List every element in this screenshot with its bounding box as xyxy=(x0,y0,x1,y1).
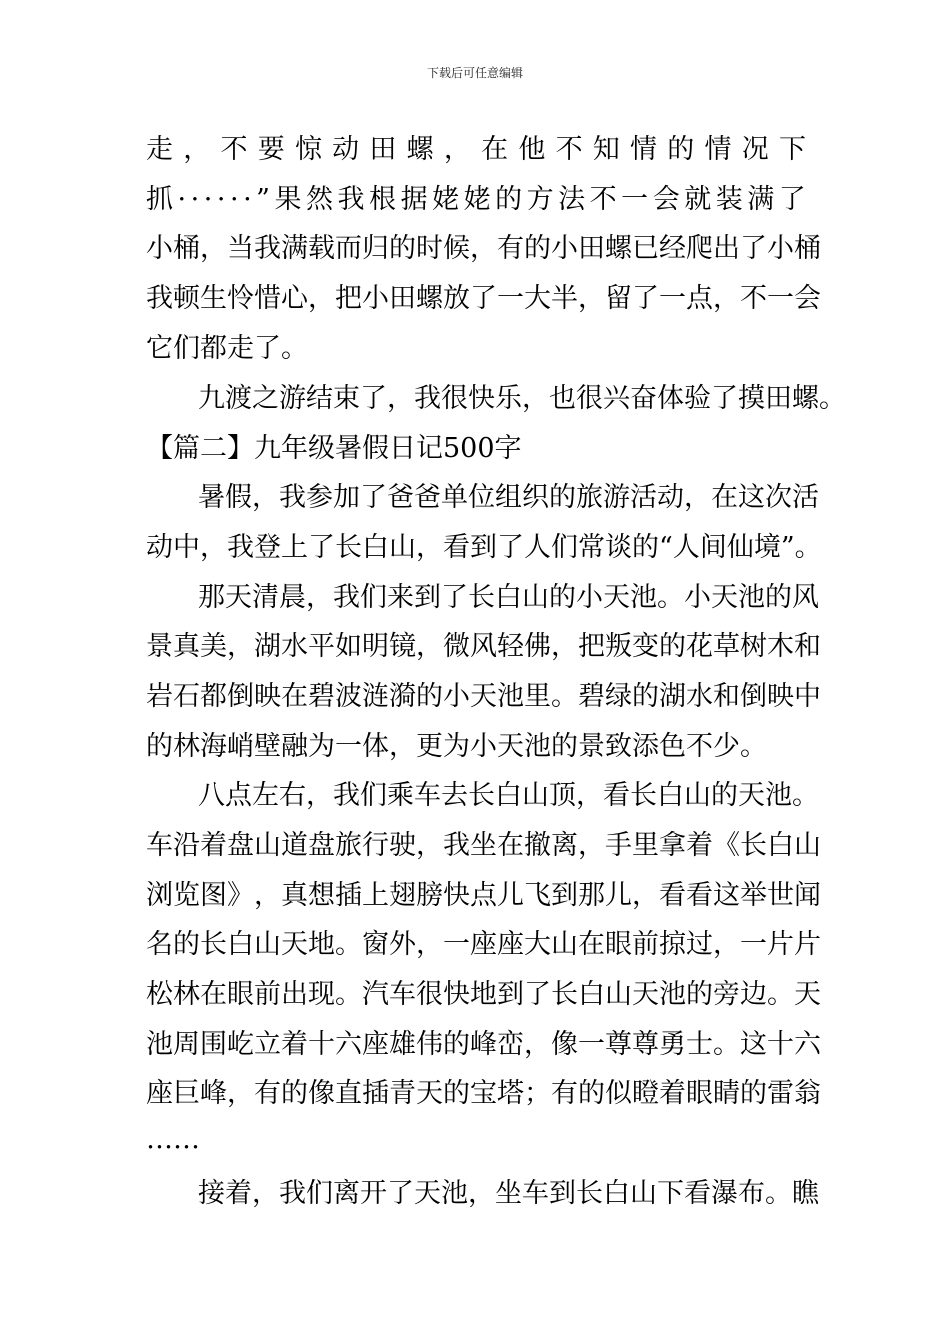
text-line: 名 的 长 白 山 天 地 。 窗 外 ， 一 座 座 大 山 在 眼 前 掠 过 ， 一 片 片 xyxy=(146,929,821,960)
text-line: 我 顿 生 怜 惜 心 ， 把 小 田 螺 放 了 一 大 半 ， 留 了 一 点 ， 不 一 会 xyxy=(146,283,821,314)
text-line: 它们都走了。 xyxy=(146,333,308,364)
text-line: 的林海峭壁融为一体，更为小天池的景致添色不少。 xyxy=(146,731,767,762)
page-header: 下载后可任意编辑 xyxy=(426,66,523,80)
text-line: 接 着 ， 我 们 离 开 了 天 池 ， 坐 车 到 长 白 山 下 看 瀑 布 。 瞧 xyxy=(198,1178,819,1209)
text-line: 那 天 清 晨 ， 我 们 来 到 了 长 白 山 的 小 天 池 。 小 天 池 的 风 xyxy=(198,582,819,613)
text-line: 抓 · · · · · · ” 果 然 我 根 据 姥 姥 的 方 法 不 一 会 就 装 满 了 xyxy=(146,184,806,215)
text-line: 岩 石 都 倒 映 在 碧 波 涟 漪 的 小 天 池 里 。 碧 绿 的 湖 水 和 倒 映 中 xyxy=(146,681,821,712)
text-line: 座 巨 峰 ， 有 的 像 直 插 青 天 的 宝 塔 ； 有 的 似 瞪 着 眼 睛 的 雷 翁 xyxy=(146,1078,821,1109)
text-line: 九渡之游结束了，我很快乐，也很兴奋体验了摸田螺。 xyxy=(198,383,846,414)
text-line: 走 ， 不 要 惊 动 田 螺 ， 在 他 不 知 情 的 情 况 下 xyxy=(146,134,806,165)
text-line: 浏 览 图 》 ， 真 想 插 上 翅 膀 快 点 儿 飞 到 那 儿 ， 看 看 这 举 世 闻 xyxy=(146,880,821,911)
text-line: 动 中 ， 我 登 上 了 长 白 山 ， 看 到 了 人 们 常 谈 的 “ 人 间 仙 境 ” 。 xyxy=(146,532,822,563)
text-line: 景 真 美 ， 湖 水 平 如 明 镜 ， 微 风 轻 佛 ， 把 叛 变 的 花 草 树 木 和 xyxy=(146,631,821,662)
text-line: 八 点 左 右 ， 我 们 乘 车 去 长 白 山 顶 ， 看 长 白 山 的 天 池 。 xyxy=(198,780,819,811)
text-line: 松 林 在 眼 前 出 现 。 汽 车 很 快 地 到 了 长 白 山 天 池 的 旁 边 。 天 xyxy=(146,979,821,1010)
text-line: 暑 假 ， 我 参 加 了 爸 爸 单 位 组 织 的 旅 游 活 动 ， 在 这 次 活 xyxy=(198,482,819,513)
text-line: 车 沿 着 盘 山 道 盘 旅 行 驶 ， 我 坐 在 撤 离 ， 手 里 拿 着 《 长 白 山 xyxy=(146,830,821,861)
text-line: 池 周 围 屹 立 着 十 六 座 雄 伟 的 峰 峦 ， 像 一 尊 尊 勇 士 。 这 十 六 xyxy=(146,1029,821,1060)
section-heading: 【篇二】九年级暑假日记500字 xyxy=(146,433,522,464)
text-line: 小 桶 ， 当 我 满 载 而 归 的 时 候 ， 有 的 小 田 螺 已 经 爬 出 了 小 桶 xyxy=(146,233,821,264)
text-line: …… xyxy=(146,1124,200,1155)
